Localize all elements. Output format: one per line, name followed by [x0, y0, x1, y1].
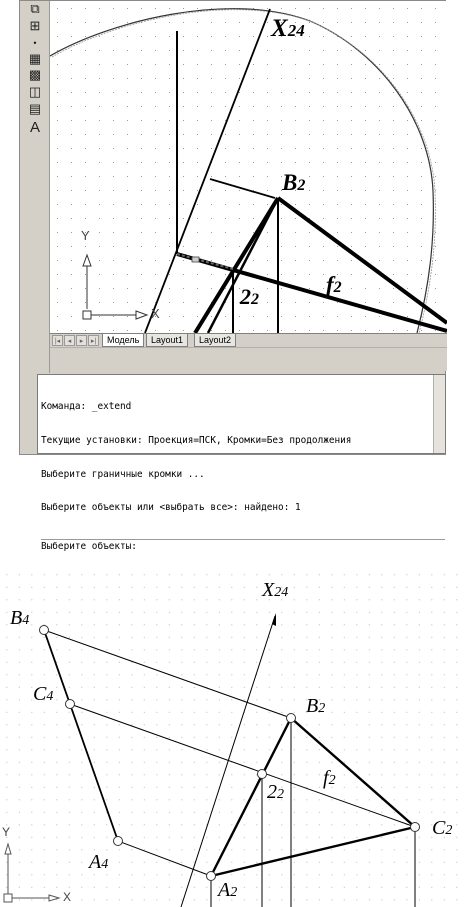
command-history-line: Выберите граничные кромки ... — [41, 468, 205, 480]
c4-label: C4 — [33, 683, 54, 705]
grid-dots — [6, 574, 457, 900]
tab-layout1[interactable]: Layout1 — [146, 334, 188, 347]
command-scrollbar[interactable] — [433, 375, 445, 453]
two2-point[interactable] — [258, 770, 267, 779]
text-icon[interactable]: A — [29, 118, 40, 136]
b4-label: B4 — [10, 607, 30, 629]
f2-label: f2 — [326, 272, 342, 297]
perpendicular-line[interactable] — [210, 179, 275, 198]
layout-tab-bar — [50, 333, 447, 347]
x24-axis-line[interactable] — [145, 9, 270, 333]
a4-label: A4 — [89, 851, 109, 873]
ucs-icon — [4, 844, 59, 902]
two2-label: 22 — [240, 284, 259, 309]
b2-label: B2 — [282, 170, 306, 195]
ucs-icon — [83, 255, 147, 319]
point-markers — [40, 626, 420, 881]
b4-b2-line[interactable] — [44, 630, 291, 718]
f2-label: f2 — [323, 767, 336, 789]
horizontal-scrollbar[interactable] — [50, 347, 447, 371]
c4-point[interactable] — [66, 700, 75, 709]
block-insert-icon[interactable]: ⊞ — [29, 18, 41, 33]
b2-point[interactable] — [287, 714, 296, 723]
next-tab-icon[interactable]: ▸ — [76, 335, 87, 346]
a4-point[interactable] — [114, 837, 123, 846]
b2-label: B2 — [306, 695, 326, 717]
b4-a4-line[interactable] — [44, 630, 118, 841]
first-tab-icon[interactable]: |◂ — [52, 335, 63, 346]
grid-dots — [57, 8, 436, 331]
tab-layout2[interactable]: Layout2 — [194, 334, 236, 347]
hatch-icon[interactable]: ▦ — [28, 51, 42, 66]
region-icon[interactable]: ◫ — [28, 84, 42, 99]
ucs-y-label: Y — [81, 228, 90, 243]
x24-arrow — [272, 613, 276, 626]
last-tab-icon[interactable]: ▸| — [88, 335, 99, 346]
command-history-line: Выберите объекты или <выбрать все>: найдено: 1 — [41, 502, 301, 514]
a2-point[interactable] — [207, 872, 216, 881]
gradient-icon[interactable]: ▩ — [28, 67, 42, 82]
command-history-line: Команда: _extend — [41, 401, 132, 413]
tab-model[interactable]: Модель — [102, 334, 144, 347]
command-prompt-input[interactable]: Выберите объекты: — [41, 539, 445, 550]
c2-label: C2 — [432, 817, 453, 839]
bottom-drawing — [0, 568, 467, 907]
draw-toolbar — [20, 1, 50, 373]
block-icon[interactable]: ⧉ — [30, 1, 40, 16]
b2-c2-line[interactable] — [291, 718, 415, 827]
command-history-line: Текущие установки: Проекция=ПСК, Кромки=Без продолжения — [41, 435, 352, 446]
autocad-window — [19, 0, 446, 552]
model-space-canvas[interactable] — [50, 1, 447, 333]
ucs-x-label: X — [63, 890, 72, 904]
x24-label: X24 — [271, 15, 305, 42]
a2-c2-line[interactable] — [211, 827, 415, 876]
a2-label: A2 — [218, 879, 238, 901]
ucs-y-label: Y — [2, 825, 11, 839]
table-icon[interactable]: ▤ — [28, 101, 42, 116]
point-icon[interactable]: • — [33, 38, 37, 48]
bottom-drawing-svg — [0, 568, 467, 907]
command-window[interactable] — [37, 374, 446, 552]
ucs-x-label: X — [151, 306, 160, 321]
grip-marker[interactable] — [192, 257, 199, 262]
two2-label: 22 — [267, 781, 284, 803]
b4-point[interactable] — [40, 626, 49, 635]
c2-point[interactable] — [411, 823, 420, 832]
ab-line[interactable] — [195, 198, 278, 333]
prev-tab-icon[interactable]: ◂ — [64, 335, 75, 346]
c4-c2-line[interactable] — [70, 704, 415, 827]
x24-label: X24 — [262, 579, 289, 601]
